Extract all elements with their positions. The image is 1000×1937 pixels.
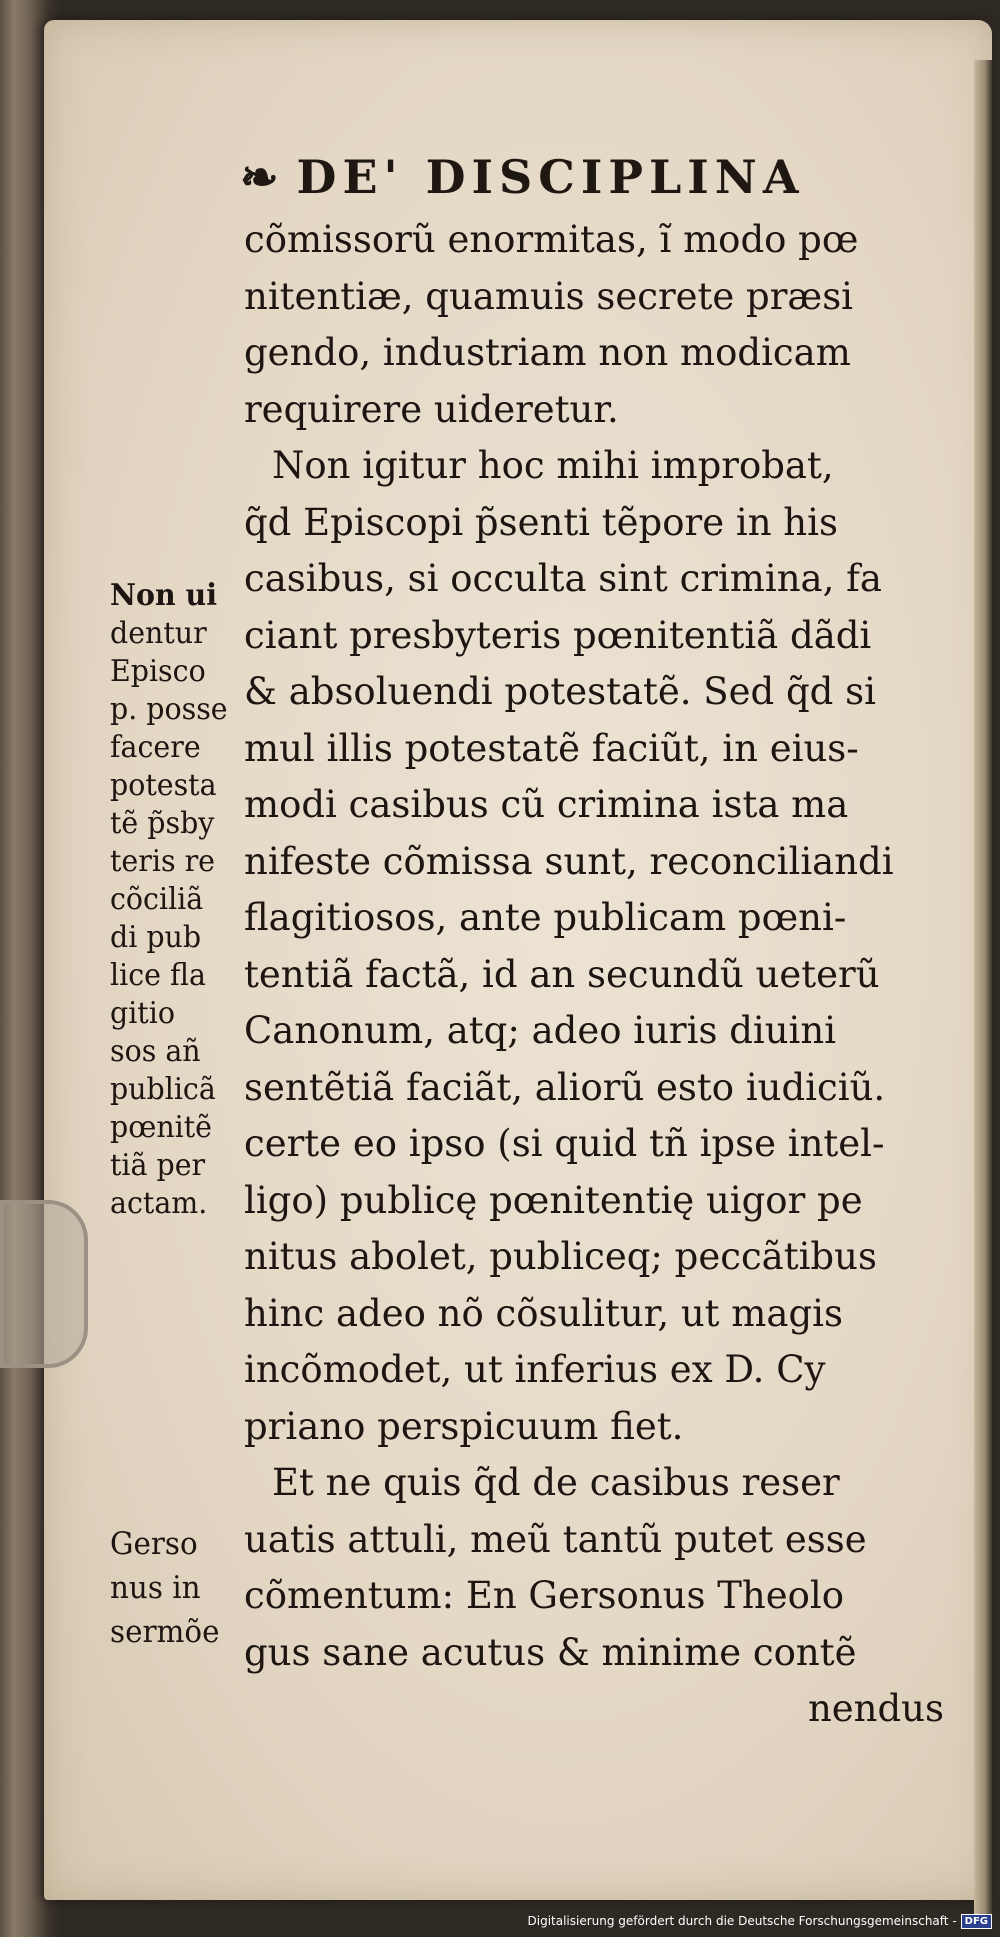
- bookmark-ribbon: [0, 1200, 88, 1368]
- ornament-icon: ❧: [240, 150, 279, 204]
- marginal-note-episcopi: [110, 577, 245, 1223]
- margin-note-line: facere: [110, 730, 201, 765]
- header-title: DE' DISCIPLINA: [296, 150, 805, 204]
- text-line: flagitiosos, ante publicam pœni-: [244, 896, 847, 939]
- text-line: nitentiæ, quamuis secrete præsi: [244, 274, 854, 318]
- main-text-block: [244, 212, 944, 1738]
- credit-text: Digitalisierung gefördert durch die Deutsche Forschungsgemeinschaft -: [527, 1914, 957, 1928]
- text-line: gus sane acutus & minime contẽ: [244, 1630, 857, 1674]
- text-line: Non igitur hoc mihi improbat,: [272, 444, 834, 487]
- margin-note-line: sos añ: [110, 1034, 201, 1069]
- text-line: requirere uideretur.: [244, 387, 619, 431]
- text-line: casibus, si occulta sint crimina, fa: [244, 557, 882, 600]
- margin-note-line: teris re: [110, 844, 216, 879]
- marginal-note-gersonus: [110, 1522, 245, 1654]
- margin-note-line: actam.: [110, 1186, 208, 1221]
- margin-note-line: Non ui: [110, 578, 218, 613]
- text-line: modi casibus cũ crimina ista ma: [244, 783, 849, 826]
- page-edge: [974, 60, 992, 1920]
- text-line: hinc adeo nõ cõsulitur, ut magis: [244, 1291, 843, 1335]
- text-line: cõmissorũ enormitas, ĩ modo pœ: [244, 218, 859, 261]
- text-line: certe eo ipso (si quid tñ ipse intel-: [244, 1122, 885, 1165]
- dfg-logo: DFG: [961, 1914, 992, 1929]
- margin-note-line: Episco: [110, 654, 206, 689]
- text-line: & absoluendi potestatẽ. Sed q̃d si: [244, 670, 876, 713]
- text-line: ligo) publicę pœnitentię uigor pe: [244, 1178, 863, 1222]
- text-line: Et ne quis q̃d de casibus reser: [272, 1461, 840, 1504]
- running-header: [240, 150, 940, 204]
- text-line: incõmodet, ut inferius ex D. Cy: [244, 1348, 826, 1391]
- margin-note-line: tẽ p̃sby: [110, 806, 215, 841]
- text-line: gendo, industriam non modicam: [244, 331, 851, 374]
- margin-note-line: potesta: [110, 768, 217, 803]
- margin-note-line: sermõe: [110, 1614, 220, 1650]
- margin-note-line: publicã: [110, 1072, 216, 1107]
- text-line: uatis attuli, meũ tantũ putet esse: [244, 1517, 867, 1561]
- digitization-credit: [528, 1907, 993, 1935]
- text-line: Canonum, atq; adeo iuris diuini: [244, 1009, 837, 1052]
- text-line: nifeste cõmissa sunt, reconciliandi: [244, 839, 894, 883]
- margin-note-line: gitio: [110, 996, 175, 1031]
- margin-note-line: lice fla: [110, 958, 206, 993]
- text-line: tentiã factã, id an secundũ ueterũ: [244, 952, 880, 996]
- margin-note-line: pœnitẽ: [110, 1110, 212, 1145]
- text-line: mul illis potestatẽ faciũt, in eius-: [244, 726, 859, 770]
- margin-note-line: cõciliã: [110, 882, 204, 917]
- text-line: q̃d Episcopi p̃senti tẽpore in his: [244, 500, 838, 544]
- margin-note-line: di pub: [110, 920, 202, 955]
- text-line: nendus: [807, 1687, 944, 1730]
- text-line: cõmentum: En Gersonus Theolo: [244, 1574, 845, 1617]
- margin-note-line: p. posse: [110, 692, 228, 727]
- margin-note-line: nus in: [110, 1570, 201, 1606]
- text-line: ciant presbyteris pœnitentiã dãdi: [244, 613, 872, 657]
- margin-note-line: dentur: [110, 616, 207, 651]
- margin-note-line: Gerso: [110, 1526, 198, 1562]
- text-line: priano perspicuum fiet.: [244, 1404, 684, 1448]
- text-line: nitus abolet, publiceq; peccãtibus: [244, 1235, 877, 1278]
- text-line: sentẽtiã faciãt, aliorũ esto iudiciũ.: [244, 1065, 886, 1109]
- margin-note-line: tiã per: [110, 1148, 206, 1183]
